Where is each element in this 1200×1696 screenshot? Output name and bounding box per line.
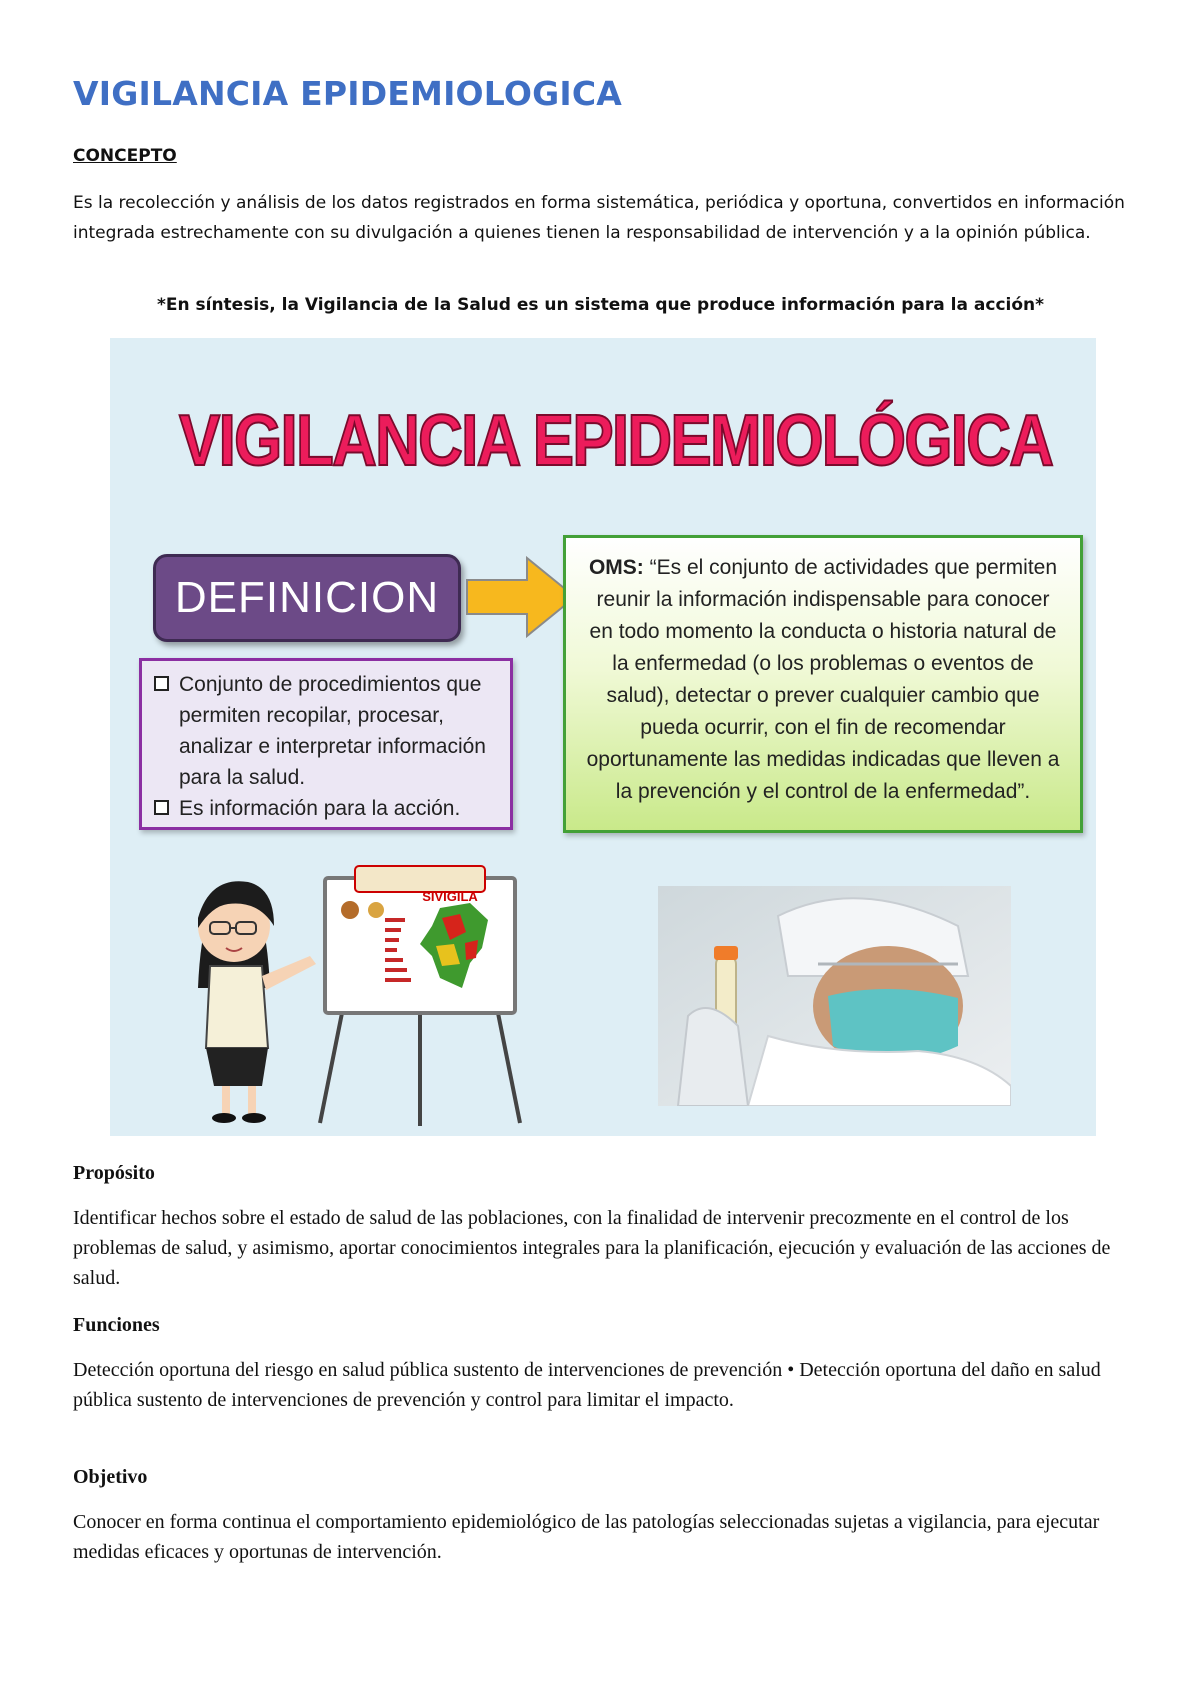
sivigila-board-label: SIVIGILA [422, 889, 478, 904]
document-title: VIGILANCIA EPIDEMIOLOGICA [73, 74, 623, 113]
section-body-funciones: Detección oportuna del riesgo en salud pública sustento de intervenciones de prevención • Detección oportuna del daño en salud pública sustento de intervenciones de prevención y control para limitar el impacto. [73, 1359, 1101, 1411]
section-body-proposito: Identificar hechos sobre el estado de salud de las poblaciones, con la finalidad de intervenir precozmente en el control de los problemas de salud, y asimismo, aportar conocimientos integrales para la planificación, ejecución y evaluación de las acciones de salud. [73, 1207, 1111, 1289]
list-item [152, 793, 500, 824]
section-body-objetivo: Conocer en forma continua el comportamiento epidemiológico de las patologías seleccionadas sujetas a vigilancia, para ejecutar medidas eficaces y oportunas de intervención. [73, 1511, 1100, 1563]
definition-box: DEFINICION [153, 554, 461, 642]
oms-label: OMS: [588, 556, 644, 579]
definition-list [139, 658, 513, 830]
synthesis-quote: *En síntesis, la Vigilancia de la Salud es un sistema que produce información para la acción* [156, 295, 1045, 315]
list-item-text: Conjunto de procedimientos que permiten recopilar, procesar, analizar e interpretar información para la salud. [179, 673, 486, 789]
list-item-text: Es información para la acción. [179, 797, 461, 820]
cartoon-presenter-illustration [170, 848, 590, 1128]
checkbox-icon [154, 800, 169, 815]
presenter-svg [170, 848, 590, 1128]
concept-heading: CONCEPTO [73, 146, 177, 166]
section-heading-funciones: Funciones [73, 1314, 160, 1336]
infographic [110, 338, 1096, 1136]
section-heading-proposito: Propósito [73, 1162, 155, 1184]
list-item [152, 669, 500, 793]
oms-definition-box [563, 535, 1083, 833]
lab-worker-svg [658, 886, 1011, 1106]
arrow-right-icon [465, 556, 577, 638]
infographic-title: VIGILANCIA EPIDEMIOLÓGICA [179, 401, 1053, 481]
concept-body: Es la recolección y análisis de los datos registrados en forma sistemática, periódica y oportuna, convertidos en información integrada estrechamente con su divulgación a quienes tienen la responsabilidad de intervención y a la opinión pública. [73, 193, 1125, 243]
lab-worker-photo [658, 886, 1011, 1106]
checkbox-icon [154, 676, 169, 691]
oms-text: “Es el conjunto de actividades que permiten reunir la información indispensable para conocer en todo momento la conducta o historia natural de la enfermedad (o los problemas o eventos de salud), detectar o prever cualquier cambio que pueda ocurrir, con el fin de recomendar oportunamente las medidas indicadas que lleven a la prevención y el control de la enfermedad”. [586, 556, 1060, 803]
section-heading-objetivo: Objetivo [73, 1466, 148, 1488]
